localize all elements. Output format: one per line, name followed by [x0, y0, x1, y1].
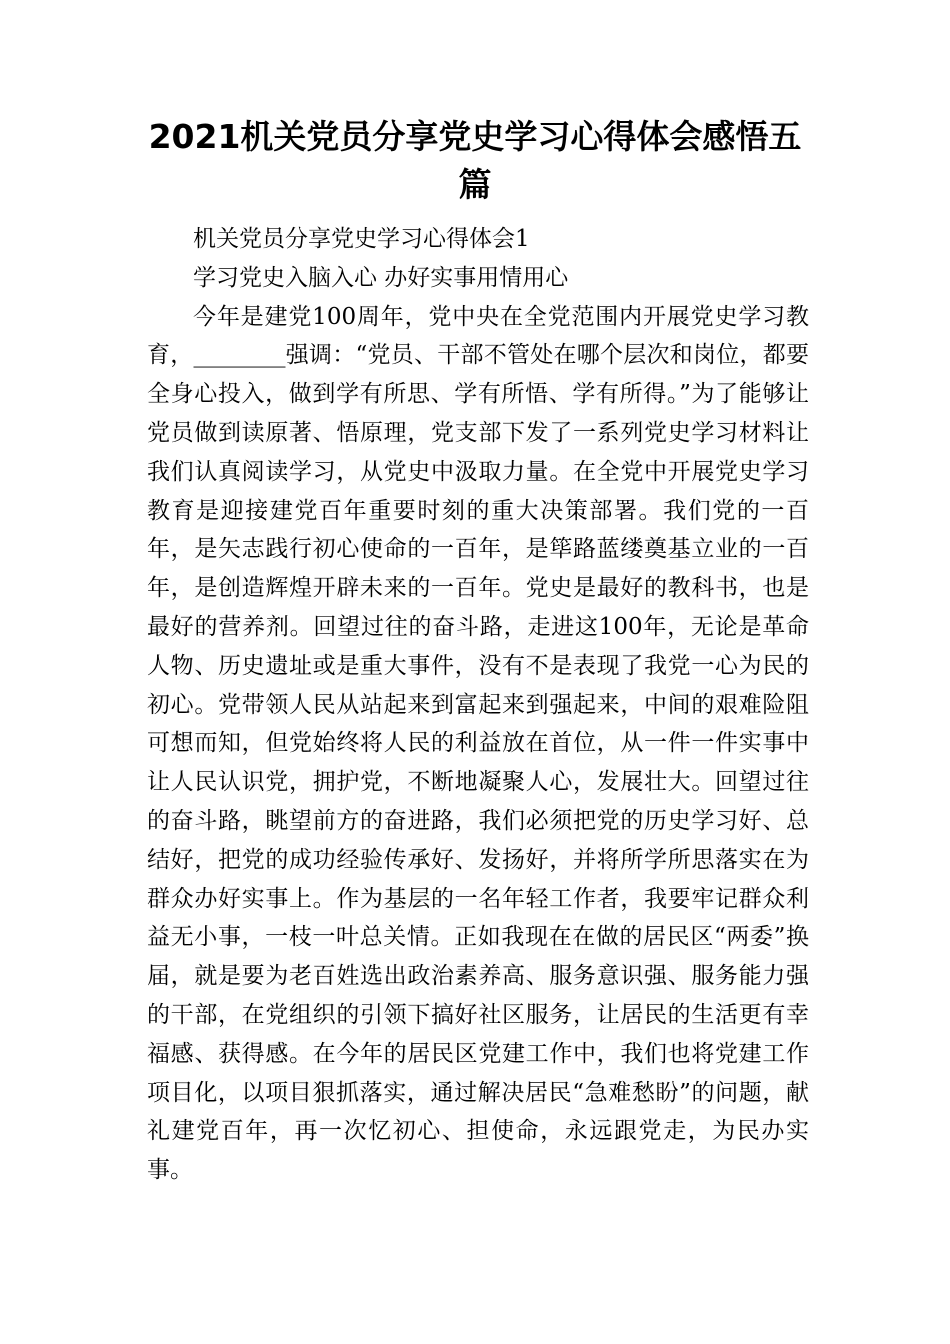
subheading: 学习党史入脑入心 办好实事用情用心 [193, 264, 569, 291]
document-body [147, 220, 809, 1190]
body-paragraph: 今年是建党100周年，党中央在全党范围内开展党史学习教育，________强调：“党员、干部不管处在哪个层次和岗位，都要全身心投入，做到学有所思、学有所悟、学有所得。”为了能够让党员做到读原著、悟原理，党支部下发了一系列党史学习材料让我们认真阅读学习，从党史中汲取力量。在全党中开展党史学习教育是迎接建党百年重要时刻的重大决策部署。我们党的一百年，是矢志践行初心使命的一百年，是筚路蓝缕奠基立业的一百年，是创造辉煌开辟未来的一百年。党史是最好的教科书，也是最好的营养剂。回望过往的奋斗路，走进这100年，无论是革命人物、历史遗址或是重大事件，没有不是表现了我党一心为民的初心。党带领人民从站起来到富起来到强起来，中间的艰难险阻可想而知，但党始终将人民的利益放在首位，从一件一件实事中让人民认识党，拥护党，不断地凝聚人心，发展壮大。回望过往的奋斗路，眺望前方的奋进路，我们必须把党的历史学习好、总结好，把党的成功经验传承好、发扬好，并将所学所思落实在为群众办好实事上。作为基层的一名年轻工作者，我要牢记群众利益无小事，一枝一叶总关情。正如我现在在做的居民区“两委”换届，就是要为老百姓选出政治素养高、服务意识强、服务能力强的干部，在党组织的引领下搞好社区服务，让居民的生活更有幸福感、获得感。在今年的居民区党建工作中，我们也将党建工作项目化，以项目狠抓落实，通过解决居民“急难愁盼”的问题，献礼建党百年，再一次忆初心、担使命，永远跟党走，为民办实事。 [147, 303, 809, 1184]
document-title: 2021机关党员分享党史学习心得体会感悟五篇 [148, 117, 802, 204]
section-heading: 机关党员分享党史学习心得体会1 [193, 226, 530, 252]
